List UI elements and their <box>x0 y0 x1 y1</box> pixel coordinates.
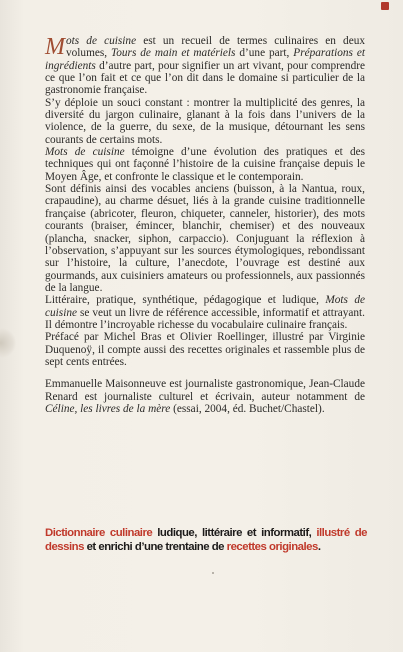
paragraph-evolution <box>45 146 365 183</box>
text-span: témoigne d’une évolution des pratiques et des techniques qui ont façonné l’histoire de la cuisine française depuis le Moyen Âge, et confronte le classique et le contemporain. <box>45 146 365 183</box>
text-span: se veut un livre de référence accessible, informatif et attrayant. Il démontre l’incroyable richesse du vocabulaire culinaire français. <box>45 306 365 331</box>
tagline-text: ludique, littéraire et informatif, <box>152 527 317 539</box>
book-title-italic: ots de cuisine <box>66 35 137 47</box>
paragraph-intro <box>45 35 365 97</box>
text-span: d’autre part, pour signifier un art vivant, pour comprendre ce que l’on fait et ce que l’on dit dans le domaine si particulier de la gastronomie française. <box>45 59 365 97</box>
text-span: Emmanuelle Maisonneuve est journaliste gastronomique, Jean-Claude Renard est journaliste culturel et écrivain, auteur notamment de <box>45 378 365 403</box>
drop-cap: M <box>45 34 65 60</box>
tagline <box>45 526 367 554</box>
tagline-text: . <box>317 541 321 553</box>
cited-work-italic: Céline, les livres de la mère <box>45 402 171 415</box>
corner-red-mark <box>381 2 389 10</box>
text-span: est un recueil de termes culinaires en deux volumes, <box>66 35 366 60</box>
paragraph-authors <box>45 378 365 415</box>
book-title-italic: Mots de cuisine <box>45 146 125 159</box>
speck-mark <box>212 572 214 574</box>
paragraph-vocables: Sont définis ainsi des vocables anciens (buisson, à la Nantua, roux, crapaudine), au charme désuet, liés à la grande cuisine traditionnelle française (abricoter, fleuron, chiqueter, canneler, historier), des mots courants (braiser, émincer, blanchir, chemiser) et des nouveaux (plancha, snacker, siphon, carpaccio). Conjuguant la réflexion à l’observation, s’appuyant sur les sources étymologiques, rebondissant sur l’histoire, la culture, l’anecdote, l’ouvrage est destiné aux gourmands, aux cuisiniers amateurs ou professionnels, aux passionnés de la langue. <box>45 183 365 294</box>
text-span: Littéraire, pratique, synthétique, pédagogique et ludique, <box>45 294 326 307</box>
paragraph-reference <box>45 294 365 331</box>
volume-title-italic: Préparations et ingrédients <box>45 47 365 72</box>
paragraph-genres: S’y déploie un souci constant : montrer la multiplicité des genres, la diversité du jargon culinaire, glanant à la fois dans l’univers de la violence, de la guerre, du sexe, de la musique, détournant les sens courants de certains mots. <box>45 96 365 146</box>
book-title-italic: Mots de cuisine <box>45 294 365 319</box>
tagline-text: et enrichi d’une trentaine de <box>83 541 227 553</box>
volume-title-italic: Tours de main et matériels <box>111 47 236 60</box>
tagline-highlight: Dictionnaire culinaire <box>45 527 153 539</box>
text-span: d’une part, <box>235 47 294 60</box>
blurb-text <box>45 35 365 415</box>
spacer <box>45 368 365 378</box>
decorative-stamp <box>0 328 16 358</box>
tagline-highlight: recettes originales <box>226 541 318 553</box>
paragraph-preface: Préfacé par Michel Bras et Olivier Roellinger, illustré par Virginie Duquenoÿ, il compte aussi des recettes originales et rassemble plus de sept cents entrées. <box>45 331 365 368</box>
tagline-highlight: illustré de dessins <box>45 527 368 553</box>
text-span: (essai, 2004, éd. Buchet/Chastel). <box>170 402 325 415</box>
